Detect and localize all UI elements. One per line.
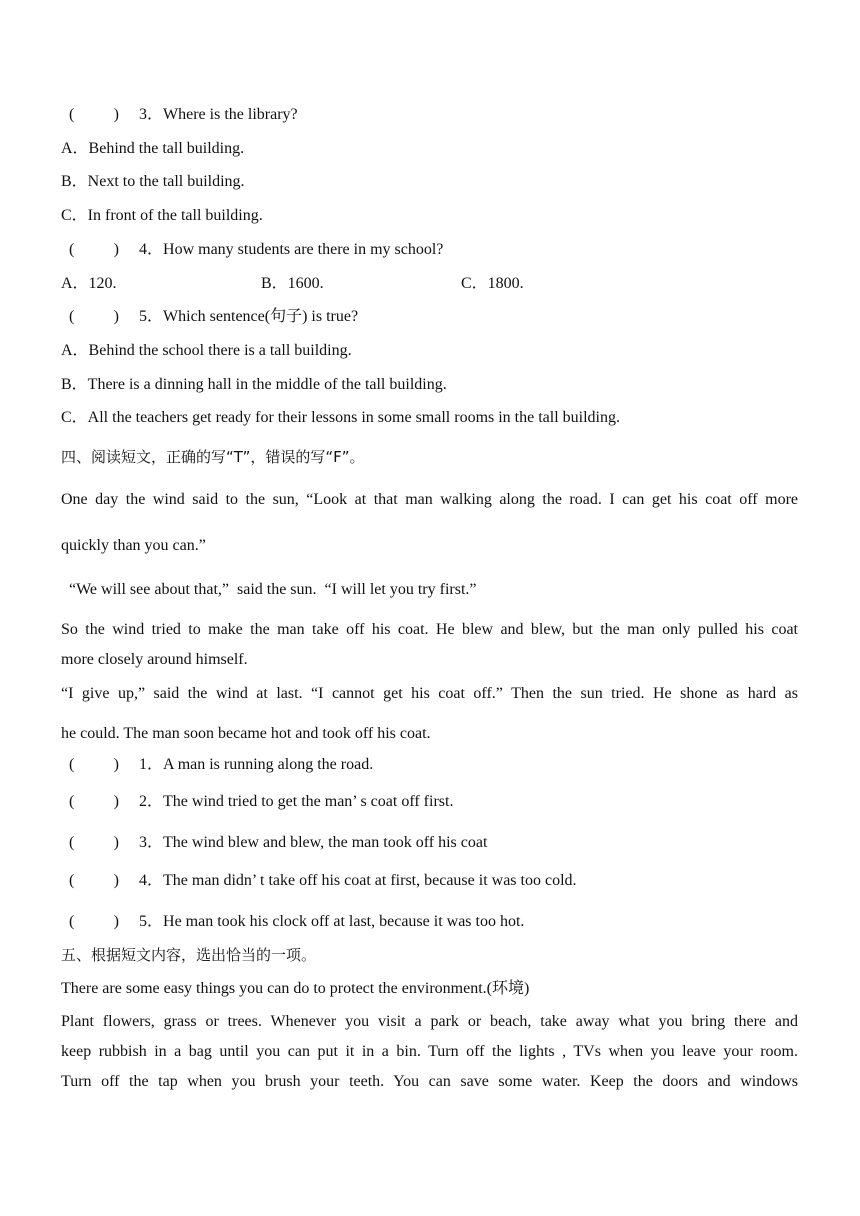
option-b: B．Next to the tall building. [61,173,245,190]
passage-line: quickly than you can.” [61,537,206,554]
option-a: A．120. [61,275,117,292]
question-text: How many students are there in my school? [163,241,444,258]
option-b: B．1600. [261,275,324,292]
answer-blank[interactable] [61,307,139,327]
answer-blank[interactable] [61,755,139,775]
question-text: The wind tried to get the man’ s coat off first. [163,793,454,810]
passage-line: “I give up,” said the wind at last. “I cannot get his coat off.” Then the sun tried. He shone as hard as [61,685,798,702]
tf-question-2 [61,792,453,812]
option-c: C．In front of the tall building. [61,207,263,224]
section-5-heading: 五、根据短文内容，选出恰当的一项。 [61,946,317,964]
question-number: 1． [139,756,164,773]
passage-line: Turn off the tap when you brush your teeth. You can save some water. Keep the doors and windows [61,1073,798,1090]
passage-line: Plant flowers, grass or trees. Whenever you visit a park or beach, take away what you bring there and [61,1013,798,1030]
answer-blank[interactable] [61,871,139,891]
question-number: 3． [139,834,164,851]
question-number: 4． [139,241,164,258]
option-c: C．1800. [461,275,524,292]
question-text: He man took his clock off at last, because it was too hot. [163,913,525,930]
passage-line: keep rubbish in a bag until you can put it in a bin. Turn off the lights , TVs when you leave your room. [61,1043,798,1060]
answer-blank[interactable] [61,240,139,260]
question-number: 5． [139,308,164,325]
tf-question-3 [61,833,487,853]
option-c: C．All the teachers get ready for their lessons in some small rooms in the tall building. [61,409,620,426]
option-b: B．There is a dinning hall in the middle of the tall building. [61,376,447,393]
passage-line: more closely around himself. [61,651,248,668]
question-text: A man is running along the road. [163,756,374,773]
question-text: The man didn’ t take off his coat at first, because it was too cold. [163,872,577,889]
passage-line: he could. The man soon became hot and took off his coat. [61,725,431,742]
answer-blank[interactable] [61,105,139,125]
question-text: The wind blew and blew, the man took off his coat [163,834,488,851]
passage-line: There are some easy things you can do to protect the environment.(环境) [61,980,530,997]
answer-blank[interactable] [61,912,139,932]
tf-question-1 [61,755,373,775]
question-number: 2． [139,793,164,810]
question-number: 5． [139,913,164,930]
question-number: 3． [139,106,164,123]
passage-line: “We will see about that,” said the sun. “I will let you try first.” [61,581,477,598]
passage-line: One day the wind said to the sun, “Look at that man walking along the road. I can get his coat off more [61,491,798,508]
passage-line: So the wind tried to make the man take off his coat. He blew and blew, but the man only pulled his coat [61,621,798,638]
question-4 [61,240,443,260]
question-text: Where is the library? [163,106,298,123]
answer-blank[interactable] [61,792,139,812]
section-4-heading: 四、阅读短文，正确的写“T”，错误的写“F”。 [61,448,365,466]
option-a: A．Behind the tall building. [61,140,245,157]
answer-blank[interactable] [61,833,139,853]
question-text: Which sentence(句子) is true? [163,308,359,325]
question-5 [61,307,358,327]
option-a: A．Behind the school there is a tall building. [61,342,352,359]
tf-question-4 [61,871,577,891]
tf-question-5 [61,912,524,932]
question-number: 4． [139,872,164,889]
question-3 [61,105,298,125]
